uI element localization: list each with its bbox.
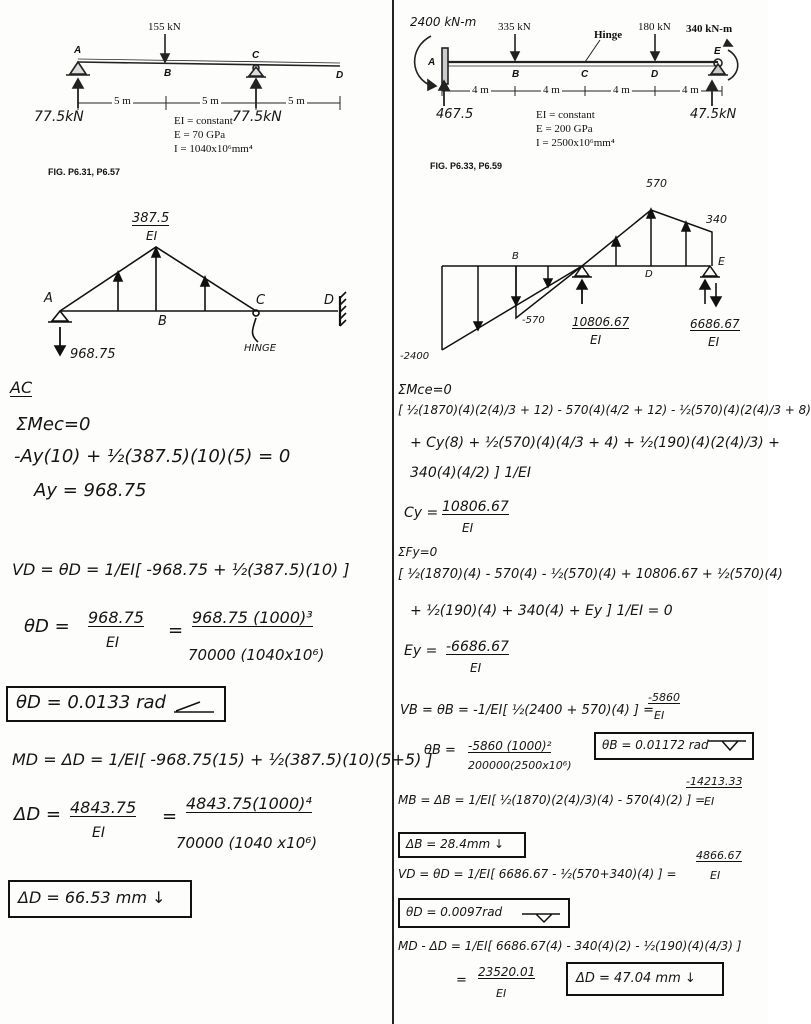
right-node-e: E: [714, 46, 721, 57]
right-db-result: ΔB = 28.4mm ↓: [406, 837, 505, 851]
right-thd-result: θD = 0.0097rad: [406, 905, 503, 919]
right-vd-num: 4866.67: [696, 849, 742, 862]
right-span-3: 4 m: [613, 84, 630, 96]
right-mb-line: MB = ΔB = 1/EI[ ½(1870)(2(4)/3)(4) - 570(4)(2) ] =: [398, 793, 706, 807]
right-fy-line2: + ½(190)(4) + 340(4) + Ey ] 1/EI = 0: [410, 603, 673, 619]
left-reaction-c: 77.5kN: [232, 109, 282, 125]
left-segment-title: AC: [10, 378, 33, 397]
left-cb-node-b: B: [158, 314, 167, 329]
right-node-a: A: [428, 57, 436, 68]
right-reaction-e-num: 6686.67: [690, 317, 740, 331]
right-thd-result-box: [398, 898, 570, 928]
right-cb-label-e: E: [718, 255, 725, 268]
right-vb-den: EI: [654, 709, 665, 722]
left-eq-line1: ΣMec=0: [16, 414, 91, 435]
right-reaction-e: 47.5kN: [690, 107, 737, 122]
right-moment-a: 2400 kN-m: [410, 15, 477, 29]
right-md-den: EI: [496, 987, 507, 1000]
left-cb-node-d: D: [324, 293, 335, 308]
left-delta-result-box: [8, 880, 192, 918]
left-eq-line3: Ay = 968.75: [34, 480, 147, 501]
left-delta-eq: =: [162, 806, 178, 827]
right-thb-result-box: [594, 732, 754, 760]
left-conjugate-beam: [48, 247, 346, 355]
right-span-2: 4 m: [543, 84, 560, 96]
right-md-eq: =: [456, 973, 467, 988]
right-reaction-c-den: EI: [590, 333, 602, 347]
left-cb-reaction: 968.75: [70, 347, 116, 362]
right-cb-label-d: D: [645, 269, 653, 280]
left-theta-num2: 968.75 (1000)³: [192, 608, 313, 627]
right-span-4: 4 m: [682, 84, 699, 96]
left-fig-caption: FIG. P6.31, P6.57: [48, 167, 121, 177]
right-reaction-e-den: EI: [708, 335, 720, 349]
right-load-d: 180 kN: [638, 21, 671, 33]
right-load-b: 335 kN: [498, 21, 531, 33]
right-neg-mid: -570: [522, 315, 545, 326]
left-span-1: 5 m: [114, 95, 131, 107]
right-hinge-label: Hinge: [594, 29, 623, 41]
right-thb-den: 200000(2500x10⁶): [468, 759, 572, 772]
right-cy-lhs: Cy =: [404, 505, 439, 521]
right-prop-e: E = 200 GPa: [536, 123, 593, 135]
right-db-result-box: [398, 832, 526, 858]
left-node-a: A: [74, 45, 82, 56]
right-span-1: 4 m: [472, 84, 489, 96]
right-reaction-a: 467.5: [436, 107, 474, 122]
right-cy-num: 10806.67: [442, 499, 509, 515]
right-node-b: B: [512, 69, 520, 80]
left-delta-lhs: ΔD =: [14, 804, 61, 825]
left-delta-den2: 70000 (1040 x10⁶): [176, 834, 318, 852]
left-span-2: 5 m: [202, 95, 219, 107]
right-thb-result: θB = 0.01172 rad: [602, 738, 709, 752]
left-delta-result: ΔD = 66.53 mm ↓: [18, 888, 166, 907]
right-fy-title: ΣFy=0: [398, 545, 438, 559]
right-node-c: C: [581, 69, 589, 80]
right-reaction-c-num: 10806.67: [572, 315, 630, 329]
left-theta-result: θD = 0.0133 rad: [16, 692, 166, 713]
left-reaction-a: 77.5kN: [34, 109, 84, 125]
right-prop-i: I = 2500x10⁶mm⁴: [536, 137, 615, 149]
left-delta-num2: 4843.75(1000)⁴: [186, 794, 312, 813]
left-eq-line2: -Ay(10) + ½(387.5)(10)(5) = 0: [14, 446, 291, 467]
left-hinge-label: HINGE: [244, 343, 277, 354]
left-node-d: D: [336, 70, 344, 81]
right-thb-num: -5860 (1000)²: [468, 739, 552, 753]
left-theta-eq: =: [168, 620, 184, 641]
right-mce-title: ΣMce=0: [398, 383, 452, 398]
left-md-line: MD = ΔD = 1/EI[ -968.75(15) + ½(387.5)(10)(5+5) ]: [12, 750, 433, 769]
right-cy-den: EI: [462, 521, 474, 535]
right-cb-label-b: B: [512, 251, 519, 262]
left-prop-e: E = 70 GPa: [174, 129, 226, 141]
right-node-d: D: [651, 69, 659, 80]
left-delta-num1: 4843.75: [70, 798, 137, 817]
left-vd-line: VD = θD = 1/EI[ -968.75 + ½(387.5)(10) ]: [12, 560, 350, 579]
left-theta-lhs: θD =: [24, 616, 70, 637]
left-cb-node-a: A: [44, 291, 53, 306]
right-fy-line1: [ ½(1870)(4) - 570(4) - ½(570)(4) + 10806.67 + ½(570)(4): [398, 567, 783, 582]
left-prop-i: I = 1040x10⁶mm⁴: [174, 143, 253, 155]
left-node-c: C: [252, 50, 260, 61]
right-vd-line: VD = θD = 1/EI[ 6686.67 - ½(570+340)(4) ] =: [398, 867, 677, 881]
right-ey-lhs: Ey =: [404, 643, 438, 659]
right-vd-den: EI: [710, 869, 721, 882]
right-edge-value: 340: [706, 213, 727, 226]
right-peak-value: 570: [646, 177, 667, 190]
right-moment-e: 340 kN-m: [686, 23, 733, 35]
right-fig-caption: FIG. P6.33, P6.59: [430, 161, 503, 171]
left-peak-den: EI: [146, 229, 158, 243]
right-mce-line3: 340(4)(4/2) ] 1/EI: [410, 465, 531, 481]
right-md-line: MD - ΔD = 1/EI[ 6686.67(4) - 340(4)(2) - ½(190)(4)(4/3) ]: [398, 939, 742, 953]
right-prop-ei: EI = constant: [536, 109, 595, 121]
left-load-label: 155 kN: [148, 21, 181, 33]
right-dd-result-box: [566, 962, 724, 996]
left-node-b: B: [164, 68, 172, 79]
right-neg-left: -2400: [400, 351, 430, 362]
right-thb-lhs: θB =: [424, 743, 456, 758]
right-mce-line2: + Cy(8) + ½(570)(4)(4/3 + 4) + ½(190)(4)(2(4)/3) +: [410, 435, 780, 451]
right-mce-line1: [ ½(1870)(4)(2(4)/3 + 12) - 570(4)(4/2 + 12) - ½(570)(4)(2(4)/3 + 8): [398, 403, 811, 417]
left-theta-result-box: [6, 686, 226, 722]
right-vb-line: VB = θB = -1/EI[ ½(2400 + 570)(4) ] =: [400, 703, 655, 718]
right-ey-den: EI: [470, 661, 482, 675]
left-span-3: 5 m: [288, 95, 305, 107]
right-mb-num: -14213.33: [686, 775, 743, 788]
left-theta-den2: 70000 (1040x10⁶): [188, 646, 325, 664]
right-vb-num: -5860: [648, 691, 680, 704]
right-md-num: 23520.01: [478, 965, 536, 979]
left-theta-num1: 968.75: [88, 608, 144, 627]
left-peak-value: 387.5: [132, 211, 170, 226]
right-dd-result: ΔD = 47.04 mm ↓: [576, 971, 696, 986]
right-ey-num: -6686.67: [446, 639, 509, 655]
left-delta-den1: EI: [92, 825, 105, 841]
left-cb-node-c: C: [256, 293, 266, 308]
left-prop-ei: EI = constant: [174, 115, 233, 127]
right-mb-den: EI: [704, 795, 715, 808]
left-theta-den1: EI: [106, 635, 119, 651]
